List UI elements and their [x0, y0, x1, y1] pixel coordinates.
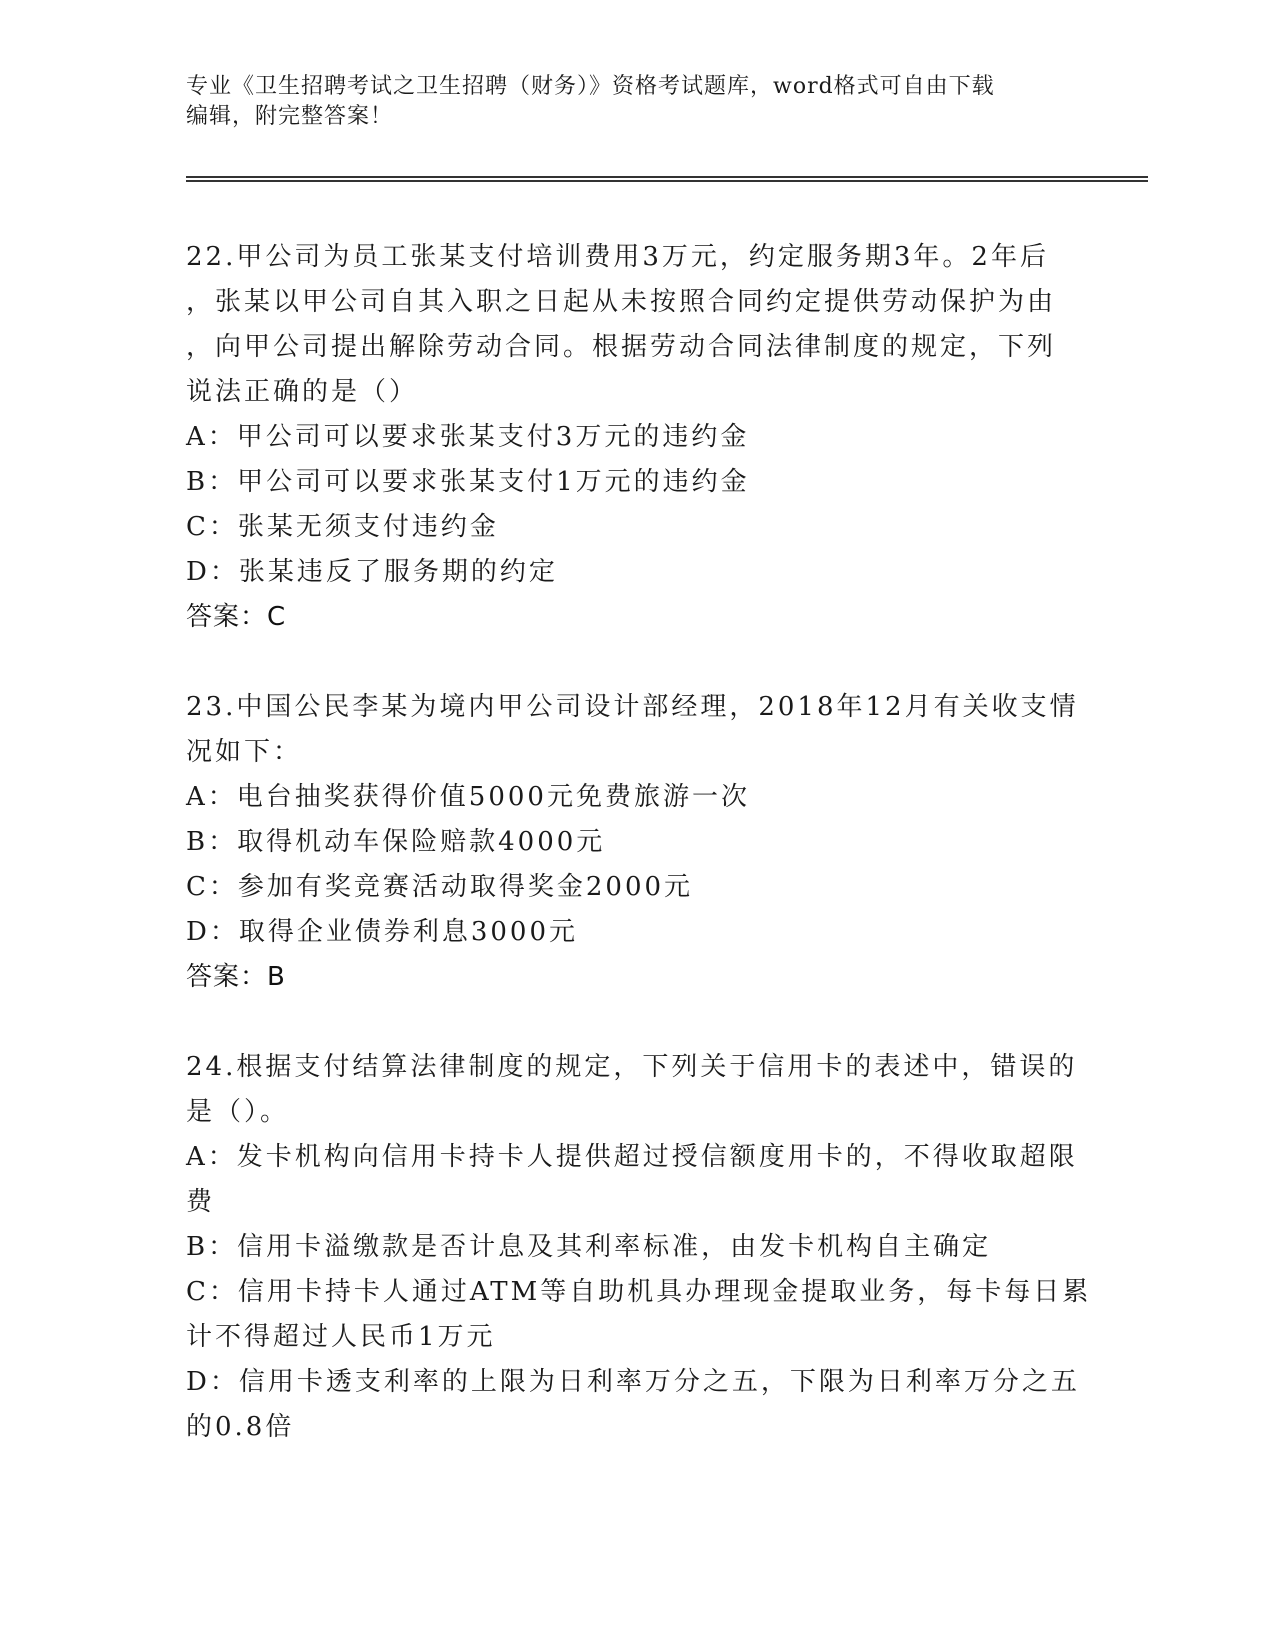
- question-22: [186, 235, 1086, 640]
- option-d: D：信用卡透支利率的上限为日利率万分之五，下限为日利率万分之五: [186, 1367, 1080, 1397]
- question-spacer: [186, 1000, 1086, 1045]
- question-24: [186, 1045, 1092, 1450]
- header-divider: [186, 176, 1148, 182]
- option-a: A：甲公司可以要求张某支付3万元的违约金: [186, 422, 750, 452]
- question-23: [186, 685, 1086, 1000]
- question-text-line: ，向甲公司提出解除劳动合同。根据劳动合同法律制度的规定，下列: [186, 332, 1057, 362]
- option-a: A：电台抽奖获得价值5000元免费旅游一次: [186, 782, 750, 812]
- header-line: 专业《卫生招聘考试之卫生招聘（财务）》资格考试题库，word格式可自由下载: [186, 74, 995, 99]
- option-c: C：参加有奖竞赛活动取得奖金2000元: [186, 872, 694, 902]
- option-b: B：甲公司可以要求张某支付1万元的违约金: [186, 467, 750, 497]
- option-c-continued: 计不得超过人民币1万元: [186, 1322, 496, 1352]
- question-text-line: 24.根据支付结算法律制度的规定，下列关于信用卡的表述中，错误的: [186, 1052, 1078, 1082]
- option-d: D：张某违反了服务期的约定: [186, 557, 558, 587]
- question-text-line: 是（）。: [186, 1097, 290, 1127]
- answer-key: 答案：B: [186, 962, 286, 992]
- option-c: C：张某无须支付违约金: [186, 512, 499, 542]
- question-text-line: 23.中国公民李某为境内甲公司设计部经理，2018年12月有关收支情: [186, 692, 1079, 722]
- header-line: 编辑，附完整答案！: [186, 104, 394, 129]
- document-header: [186, 72, 1066, 132]
- option-c: C：信用卡持卡人通过ATM等自助机具办理现金提取业务，每卡每日累: [186, 1277, 1092, 1307]
- option-d: D：取得企业债券利息3000元: [186, 917, 579, 947]
- answer-key: 答案：C: [186, 602, 287, 632]
- option-a: A：发卡机构向信用卡持卡人提供超过授信额度用卡的，不得收取超限: [186, 1142, 1078, 1172]
- option-d-continued: 的0.8倍: [186, 1412, 295, 1442]
- option-b: B：信用卡溢缴款是否计息及其利率标准，由发卡机构自主确定: [186, 1232, 992, 1262]
- question-text-line: ，张某以甲公司自其入职之日起从未按照合同约定提供劳动保护为由: [186, 287, 1057, 317]
- option-b: B：取得机动车保险赔款4000元: [186, 827, 606, 857]
- question-spacer: [186, 640, 1086, 685]
- question-text-line: 说法正确的是（）: [186, 377, 419, 407]
- question-text-line: 22.甲公司为员工张某支付培训费用3万元，约定服务期3年。2年后: [186, 242, 1049, 272]
- question-list: [186, 235, 1092, 1450]
- option-a-continued: 费: [186, 1187, 216, 1217]
- question-text-line: 况如下：: [186, 737, 303, 767]
